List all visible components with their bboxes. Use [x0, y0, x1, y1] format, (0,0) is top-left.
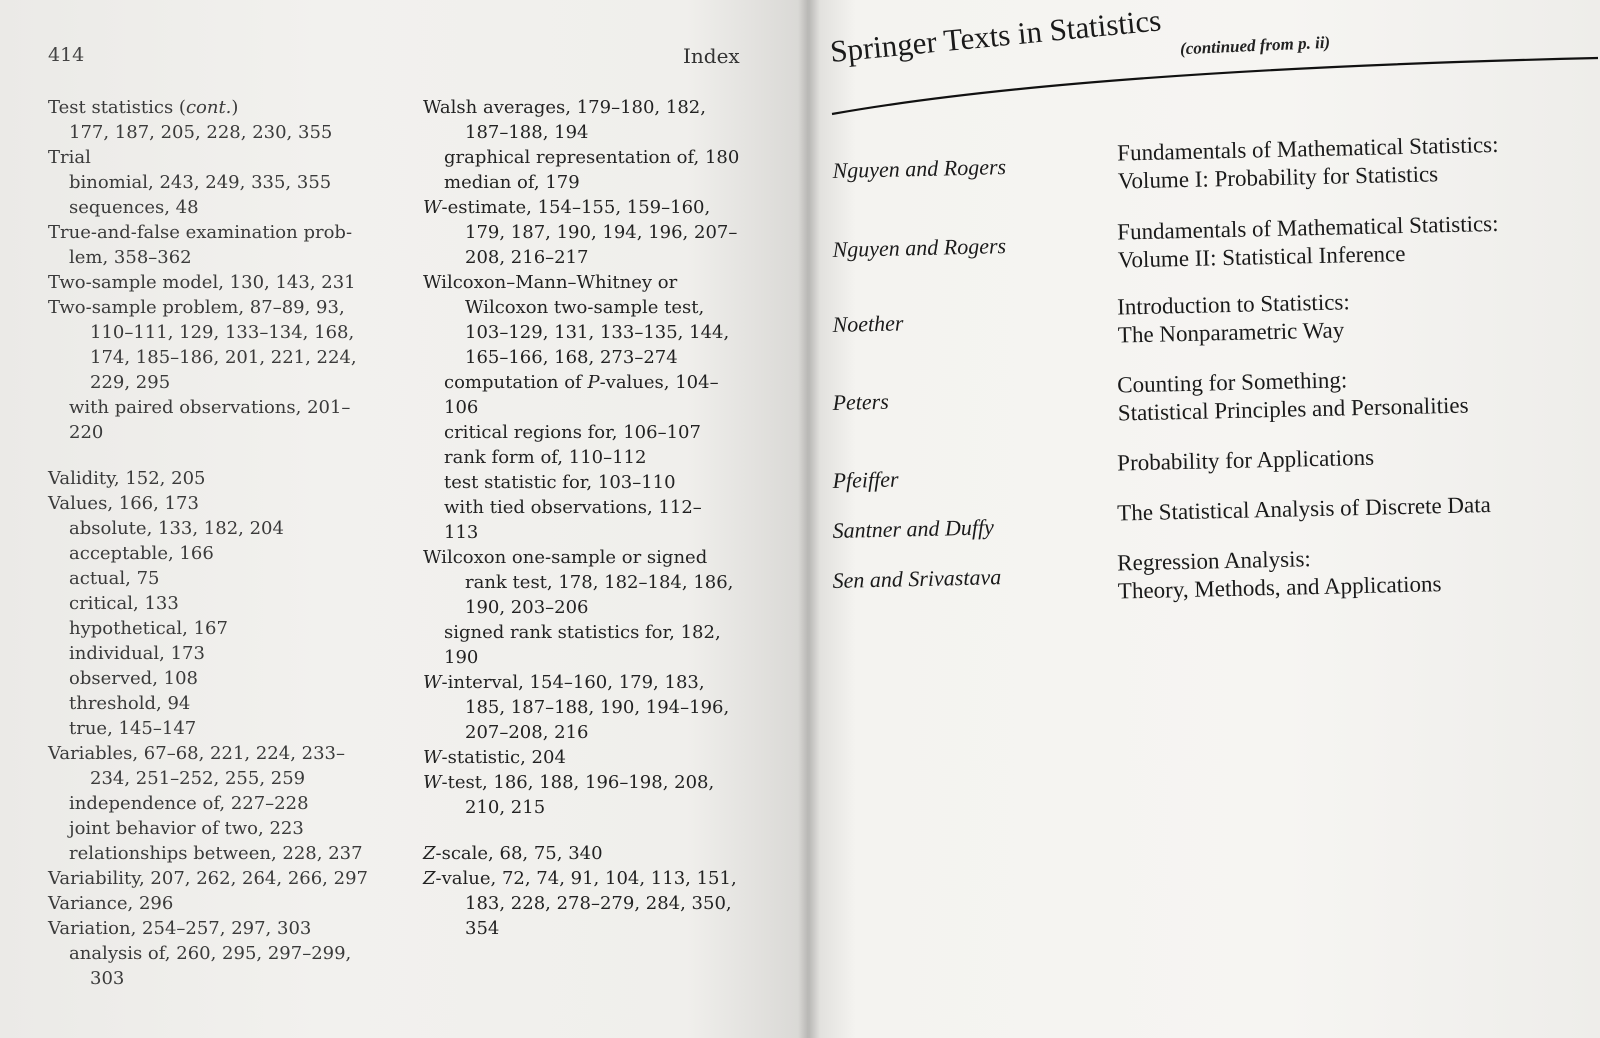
index-text: -values, 104–	[599, 372, 719, 393]
index-text: -scale, 68, 75, 340	[435, 843, 603, 864]
index-text: 177, 187, 205, 228, 230, 355	[69, 122, 333, 143]
index-entry	[48, 641, 378, 666]
index-italic: P	[587, 372, 600, 393]
continued-note: (continued from p. ii)	[1179, 32, 1331, 59]
index-italic: W	[423, 672, 442, 693]
index-entry	[423, 770, 743, 795]
index-entry	[48, 420, 378, 445]
index-entry	[423, 595, 743, 620]
series-title-line: Fundamentals of Mathematical Statistics:	[1116, 210, 1499, 245]
index-text: Wilcoxon one-sample or signed	[423, 547, 708, 568]
series-author: Nguyen and Rogers	[832, 233, 1007, 262]
index-entry	[423, 795, 743, 820]
index-entry	[423, 220, 743, 245]
index-column-2	[423, 95, 743, 941]
index-italic: Z	[423, 843, 436, 864]
index-text: 207–208, 216	[465, 722, 589, 743]
series-book-title	[1117, 210, 1500, 275]
index-entry	[48, 295, 378, 320]
index-italic: W	[423, 197, 442, 218]
index-italic: W	[423, 747, 442, 768]
index-text: 187–188, 194	[465, 122, 589, 143]
index-text: critical, 133	[69, 593, 179, 614]
index-text: Wilcoxon two-sample test,	[465, 297, 705, 318]
index-entry	[48, 741, 378, 766]
index-text: median of, 179	[444, 172, 580, 193]
index-entry	[423, 445, 743, 470]
index-text: with tied observations, 112–	[444, 497, 702, 518]
index-entry	[423, 95, 743, 120]
series-title-line: Volume I: Probability for Statistics	[1117, 161, 1439, 194]
index-entry	[48, 270, 378, 295]
series-title-line: Counting for Something:	[1116, 367, 1348, 398]
series-book-title	[1117, 288, 1351, 349]
index-gap	[48, 445, 378, 466]
index-entry	[48, 95, 378, 120]
index-text: 190	[444, 647, 479, 668]
index-entry	[48, 666, 378, 691]
index-text: Variability, 207, 262, 264, 266, 297	[48, 868, 368, 889]
series-title-line: Regression Analysis:	[1116, 546, 1312, 576]
index-entry	[423, 245, 743, 270]
index-entry	[48, 170, 378, 195]
index-entry	[423, 320, 743, 345]
index-text: Variables, 67–68, 221, 224, 233–	[48, 743, 345, 764]
index-text: true, 145–147	[69, 718, 197, 739]
index-text: rank form of, 110–112	[444, 447, 647, 468]
index-entry	[48, 691, 378, 716]
index-entry	[48, 716, 378, 741]
index-italic: W	[423, 772, 442, 793]
index-entry	[48, 145, 378, 170]
index-entry	[423, 916, 743, 941]
index-text: critical regions for, 106–107	[444, 422, 701, 443]
index-entry	[48, 791, 378, 816]
index-text: relationships between, 228, 237	[69, 843, 363, 864]
index-entry	[423, 195, 743, 220]
index-entry	[48, 541, 378, 566]
index-text: 103–129, 131, 133–135, 144,	[465, 322, 730, 343]
series-title: Springer Texts in Statistics	[828, 2, 1163, 70]
index-column-1	[48, 95, 378, 991]
index-text: -statistic, 204	[441, 747, 566, 768]
index-entry	[48, 345, 378, 370]
index-text: )	[231, 97, 239, 118]
index-entry	[48, 220, 378, 245]
index-text: sequences, 48	[69, 197, 199, 218]
index-entry	[48, 395, 378, 420]
series-book-title	[1117, 542, 1442, 605]
index-entry	[48, 320, 378, 345]
index-entry	[423, 891, 743, 916]
index-entry	[423, 695, 743, 720]
index-entry	[423, 470, 743, 495]
index-entry	[48, 566, 378, 591]
index-entry	[423, 270, 743, 295]
index-text: Trial	[48, 147, 91, 168]
index-text: analysis of, 260, 295, 297–299,	[69, 943, 352, 964]
index-text: 234, 251–252, 255, 259	[90, 768, 306, 789]
series-book-title	[1117, 131, 1500, 196]
index-entry	[48, 370, 378, 395]
index-text: Variance, 296	[48, 893, 174, 914]
running-head: Index	[683, 44, 740, 68]
index-entry	[423, 120, 743, 145]
index-text: threshold, 94	[69, 693, 191, 714]
index-text: independence of, 227–228	[69, 793, 309, 814]
index-text: 303	[90, 968, 125, 989]
index-text: Validity, 152, 205	[48, 468, 206, 489]
index-text: lem, 358–362	[69, 247, 192, 268]
index-entry	[48, 195, 378, 220]
index-text: Variation, 254–257, 297, 303	[48, 918, 312, 939]
index-gap	[423, 820, 743, 841]
index-entry	[423, 720, 743, 745]
series-title-line: Statistical Principles and Personalities	[1117, 392, 1469, 426]
index-text: Wilcoxon–Mann–Whitney or	[423, 272, 678, 293]
index-entry	[48, 466, 378, 491]
index-entry	[48, 816, 378, 841]
index-entry	[423, 145, 743, 170]
index-entry	[423, 370, 743, 395]
index-text: Test statistics (	[48, 97, 186, 118]
index-entry	[48, 841, 378, 866]
index-entry	[423, 841, 743, 866]
index-entry	[48, 891, 378, 916]
index-text: Values, 166, 173	[48, 493, 199, 514]
index-entry	[423, 570, 743, 595]
series-title-rule	[830, 52, 1600, 122]
index-text: 183, 228, 278–279, 284, 350,	[465, 893, 732, 914]
series-title-line: The Statistical Analysis of Discrete Data	[1116, 492, 1492, 526]
index-text: 110–111, 129, 133–134, 168,	[90, 322, 355, 343]
index-text: 113	[444, 522, 479, 543]
index-text: acceptable, 166	[69, 543, 214, 564]
index-text: test statistic for, 103–110	[444, 472, 676, 493]
series-book-title	[1117, 364, 1469, 428]
index-entry	[423, 866, 743, 891]
index-text: True-and-false examination prob-	[48, 222, 353, 243]
index-entry	[48, 766, 378, 791]
index-text: -interval, 154–160, 179, 183,	[441, 672, 705, 693]
index-text: 106	[444, 397, 479, 418]
index-entry	[48, 591, 378, 616]
index-text: -value, 72, 74, 91, 104, 113, 151,	[435, 868, 737, 889]
index-text: 210, 215	[465, 797, 546, 818]
series-author: Peters	[832, 388, 890, 415]
index-text: actual, 75	[69, 568, 160, 589]
index-text: rank test, 178, 182–184, 186,	[465, 572, 734, 593]
index-entry	[423, 620, 743, 645]
index-entry	[48, 966, 378, 991]
series-title-line: Probability for Applications	[1116, 444, 1375, 476]
index-italic: cont.	[185, 97, 232, 118]
index-text: Two-sample model, 130, 143, 231	[48, 272, 356, 293]
index-text: signed rank statistics for, 182,	[444, 622, 721, 643]
book-gutter	[798, 0, 820, 1038]
index-text: individual, 173	[69, 643, 205, 664]
index-italic: Z	[423, 868, 436, 889]
index-entry	[423, 545, 743, 570]
series-title-line: The Nonparametric Way	[1117, 317, 1345, 348]
series-author: Nguyen and Rogers	[832, 154, 1007, 183]
index-text: 354	[465, 918, 500, 939]
series-author: Santner and Duffy	[832, 514, 995, 543]
series-author: Sen and Srivastava	[832, 564, 1002, 593]
index-text: observed, 108	[69, 668, 198, 689]
index-text: Walsh averages, 179–180, 182,	[423, 97, 706, 118]
series-title-line: Volume II: Statistical Inference	[1117, 241, 1406, 273]
index-entry	[423, 420, 743, 445]
index-entry	[48, 491, 378, 516]
index-entry	[48, 941, 378, 966]
index-text: binomial, 243, 249, 335, 355	[69, 172, 332, 193]
index-entry	[423, 295, 743, 320]
index-text: -test, 186, 188, 196–198, 208,	[441, 772, 715, 793]
series-title-line: Theory, Methods, and Applications	[1117, 571, 1442, 604]
index-text: 179, 187, 190, 194, 196, 207–	[465, 222, 738, 243]
index-text: computation of	[444, 372, 588, 393]
index-entry	[423, 345, 743, 370]
index-entry	[48, 516, 378, 541]
index-entry	[48, 916, 378, 941]
index-text: with paired observations, 201–	[69, 397, 351, 418]
series-author: Noether	[832, 310, 904, 337]
series-book-title	[1117, 444, 1374, 478]
index-text: -estimate, 154–155, 159–160,	[441, 197, 711, 218]
page-number: 414	[48, 44, 85, 66]
index-entry	[423, 520, 743, 545]
index-text: 165–166, 168, 273–274	[465, 347, 678, 368]
index-text: Two-sample problem, 87–89, 93,	[48, 297, 345, 318]
index-entry	[48, 616, 378, 641]
index-entry	[423, 395, 743, 420]
index-entry	[423, 170, 743, 195]
index-entry	[48, 866, 378, 891]
index-text: 208, 216–217	[465, 247, 589, 268]
index-text: absolute, 133, 182, 204	[69, 518, 284, 539]
index-entry	[423, 745, 743, 770]
series-title-line: Fundamentals of Mathematical Statistics:	[1116, 131, 1499, 166]
index-entry	[423, 495, 743, 520]
series-title-line: Introduction to Statistics:	[1116, 289, 1351, 320]
index-text: hypothetical, 167	[69, 618, 228, 639]
series-author: Pfeiffer	[832, 466, 899, 493]
index-entry	[48, 120, 378, 145]
index-entry	[423, 670, 743, 695]
index-text: graphical representation of, 180	[444, 147, 740, 168]
index-text: 185, 187–188, 190, 194–196,	[465, 697, 730, 718]
index-text: 174, 185–186, 201, 221, 224,	[90, 347, 357, 368]
index-text: joint behavior of two, 223	[69, 818, 304, 839]
index-text: 220	[69, 422, 104, 443]
index-text: 190, 203–206	[465, 597, 589, 618]
index-text: 229, 295	[90, 372, 171, 393]
index-entry	[423, 645, 743, 670]
index-entry	[48, 245, 378, 270]
